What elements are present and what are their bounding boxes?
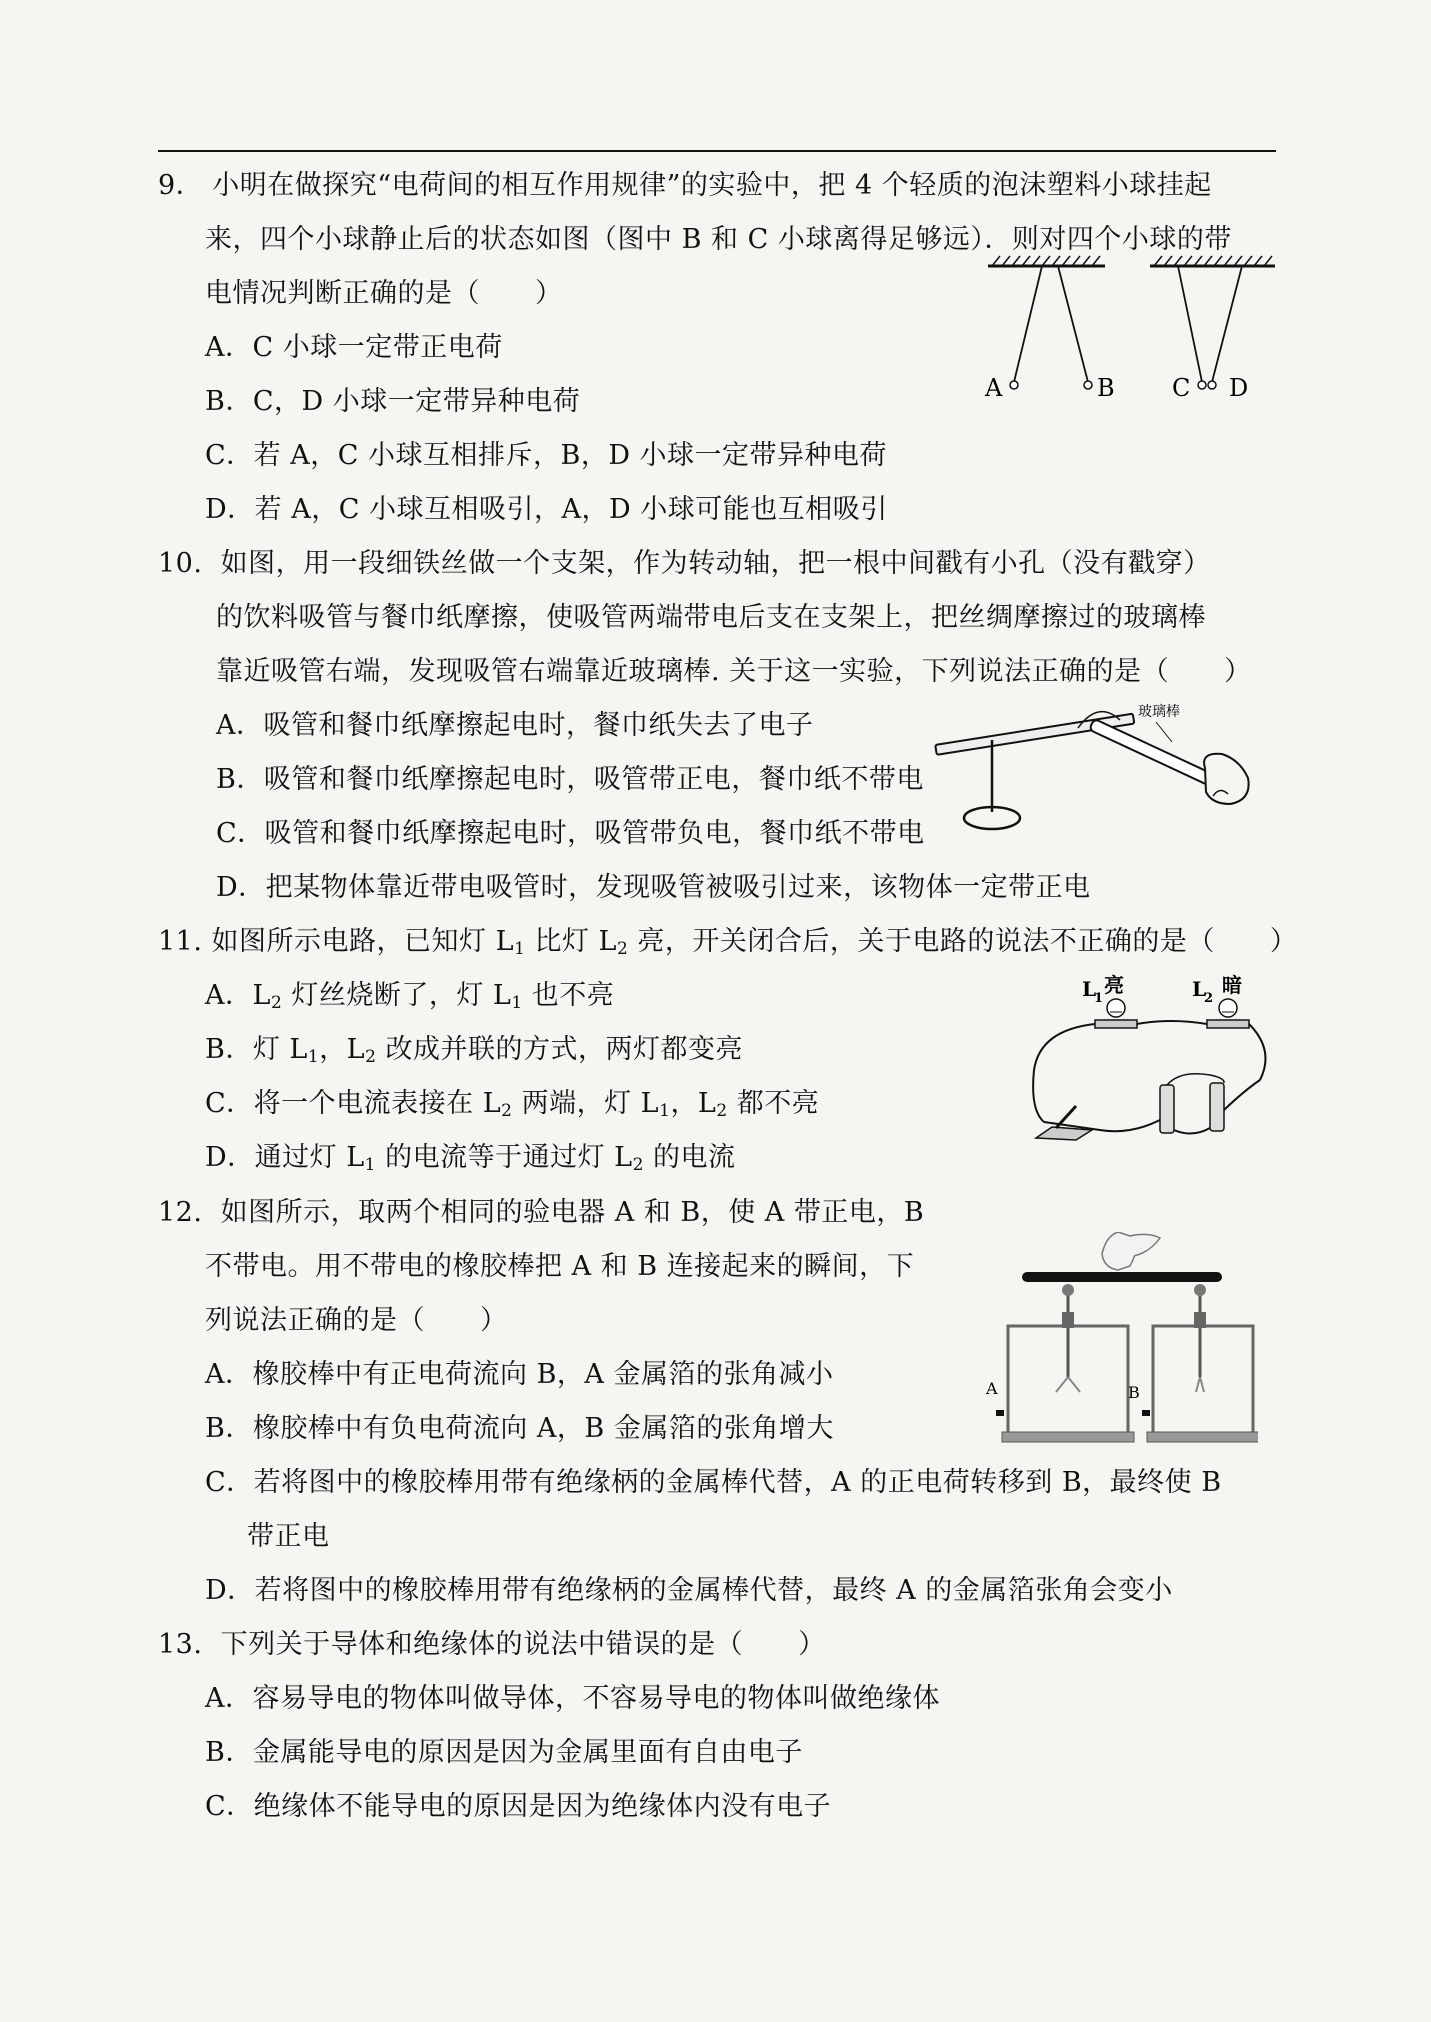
q10-line-2: 的饮料吸管与餐巾纸摩擦，使吸管两端带电后支在支架上，把丝绸摩擦过的玻璃棒 [216, 602, 1206, 633]
label-b: B [1097, 374, 1115, 402]
q12-option-c: C．若将图中的橡胶棒用带有绝缘柄的金属棒代替，A 的正电荷转移到 B，最终使 B [205, 1467, 1222, 1498]
q10-option-c: C．吸管和餐巾纸摩擦起电时，吸管带负电，餐巾纸不带电 [216, 818, 925, 849]
lamp-l2-bulb [1219, 999, 1237, 1017]
glass-rod-label: 玻璃棒 [1138, 704, 1180, 720]
hand [1204, 754, 1249, 804]
q10-option-d: D．把某物体靠近带电吸管时，发现吸管被吸引过来，该物体一定带正电 [216, 872, 1091, 903]
q13-option-a: A．容易导电的物体叫做导体，不容易导电的物体叫做绝缘体 [205, 1683, 940, 1714]
q9-line-3: 电情况判断正确的是（ ） [205, 278, 563, 309]
q12-line-1: 12. 如图所示，取两个相同的验电器 A 和 B，使 A 带正电，B [158, 1197, 925, 1228]
q11-stem: 11. 如图所示电路，已知灯 $L_1$ 比灯 $L_2$ 亮，开关闭合后，关于电路的说法不正确的是（ ） [158, 926, 1298, 959]
q11-option-b: B．灯 $L_1$，$L_2$ 改成并联的方式，两灯都变亮 [205, 1034, 744, 1067]
q11-option-a: A．$L_2$ 灯丝烧断了，灯 $L_1$ 也不亮 [205, 980, 615, 1013]
label-b: B [1128, 1383, 1140, 1402]
q10-option-a: A．吸管和餐巾纸摩擦起电时，餐巾纸失去了电子 [216, 710, 814, 741]
l1-subscript: 1 [1094, 991, 1104, 1006]
ball-a [1010, 381, 1018, 389]
q12-line-3: 列说法正确的是（ ） [205, 1305, 508, 1336]
q10-line-3: 靠近吸管右端，发现吸管右端靠近玻璃棒. 关于这一实验，下列说法正确的是（ ） [216, 656, 1252, 687]
label-a: A [986, 1379, 998, 1398]
l2-label: L [1192, 977, 1207, 1001]
q9-option-d: D．若 A，C 小球互相吸引，A，D 小球可能也互相吸引 [205, 494, 888, 525]
lamp-l1-base [1095, 1020, 1137, 1028]
electroscope-a [996, 1284, 1134, 1442]
l1-label: L [1082, 977, 1097, 1001]
l2-subscript: 2 [1204, 991, 1214, 1006]
q12-line-2: 不带电。用不带电的橡胶棒把 A 和 B 连接起来的瞬间，下 [205, 1251, 915, 1282]
label-d: D [1229, 374, 1249, 402]
lamp-l1-bulb [1107, 999, 1125, 1017]
bright-label: 亮 [1104, 973, 1124, 997]
q13-option-c: C．绝缘体不能导电的原因是因为绝缘体内没有电子 [205, 1791, 832, 1822]
lamp-l2-base [1207, 1020, 1249, 1028]
q13-stem: 13. 下列关于导体和绝缘体的说法中错误的是（ ） [158, 1629, 826, 1660]
q12-option-d: D．若将图中的橡胶棒用带有绝缘柄的金属棒代替，最终 A 的金属箔张角会变小 [205, 1575, 1173, 1606]
label-c: C [1172, 374, 1191, 402]
rubber-rod [1022, 1272, 1222, 1282]
q9-line-2: 来，四个小球静止后的状态如图（图中 B 和 C 小球离得足够远）．则对四个小球的带 [205, 224, 1232, 255]
q9-option-b: B．C，D 小球一定带异种电荷 [205, 386, 581, 417]
q9-option-a: A．C 小球一定带正电荷 [205, 332, 503, 363]
q13-option-b: B．金属能导电的原因是因为金属里面有自由电子 [205, 1737, 803, 1768]
dim-label: 暗 [1222, 973, 1242, 997]
ball-b [1084, 381, 1092, 389]
q12-option-b: B．橡胶棒中有负电荷流向 A，B 金属箔的张角增大 [205, 1413, 834, 1444]
q10-option-b: B．吸管和餐巾纸摩擦起电时，吸管带正电，餐巾纸不带电 [216, 764, 924, 795]
battery-2 [1210, 1083, 1224, 1131]
header-rule [158, 150, 1276, 152]
q11-figure-circuit [1030, 970, 1270, 1150]
electroscope-b [1142, 1284, 1258, 1442]
q12-option-a: A．橡胶棒中有正电荷流向 B，A 金属箔的张角减小 [205, 1359, 834, 1390]
q9-figure-hanging-balls [980, 254, 1275, 404]
q12-option-c-cont: 带正电 [247, 1521, 330, 1552]
label-a: A [985, 374, 1003, 402]
q9-option-c: C．若 A，C 小球互相排斥，B，D 小球一定带异种电荷 [205, 440, 888, 471]
q11-option-c: C．将一个电流表接在 $L_2$ 两端，灯 $L_1$，$L_2$ 都不亮 [205, 1088, 820, 1121]
q11-option-d: D．通过灯 $L_1$ 的电流等于通过灯 $L_2$ 的电流 [205, 1142, 736, 1175]
switch-base [1036, 1127, 1092, 1140]
battery-1 [1160, 1085, 1174, 1133]
q10-figure-straw-glass-rod [930, 700, 1270, 840]
q10-line-1: 10. 如图，用一段细铁丝做一个支架，作为转动轴，把一根中间戳有小孔（没有戳穿） [158, 548, 1211, 579]
ball-d [1208, 381, 1216, 389]
ball-c [1198, 381, 1206, 389]
q9-line-1: 9． 小明在做探究“电荷间的相互作用规律”的实验中，把 4 个轻质的泡沫塑料小球挂起 [158, 170, 1212, 201]
q12-figure-electroscopes [978, 1232, 1258, 1447]
